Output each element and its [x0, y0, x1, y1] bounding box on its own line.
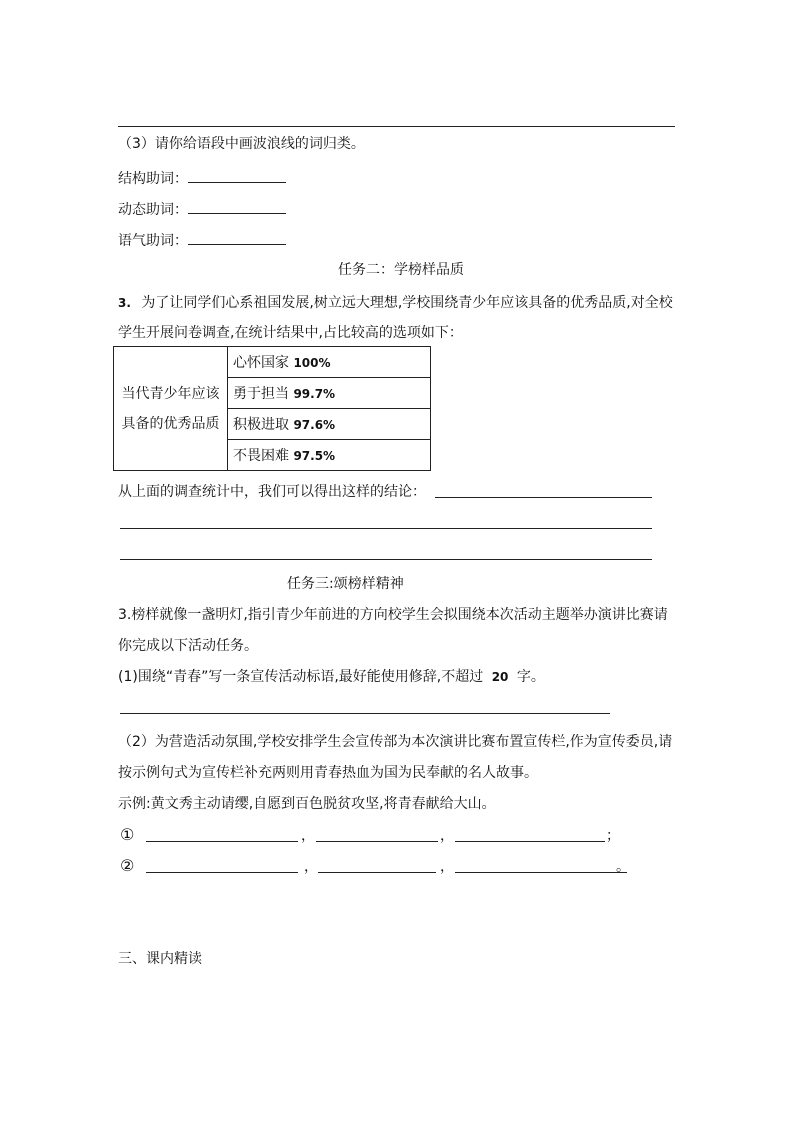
circle-number-1: ①: [120, 825, 135, 844]
answer-line[interactable]: [120, 559, 652, 560]
question-text: 为了让同学们心系祖国发展,树立远大理想,学校围绕青少年应该具备的优秀品质,对全校: [141, 295, 673, 311]
subquestion-suffix: 字。: [516, 669, 545, 685]
answer-blank[interactable]: [188, 168, 286, 183]
subquestion-1: [118, 668, 545, 686]
answer-line[interactable]: [120, 528, 652, 529]
answer-blank[interactable]: [188, 199, 286, 214]
option-value: 99.7%: [293, 387, 336, 401]
circle-number-2: ②: [120, 856, 135, 875]
section-3-heading: 三、课内精读: [118, 951, 202, 967]
option-label: 勇于担当: [233, 386, 289, 402]
option-value: 100%: [293, 356, 331, 370]
task2-heading: 任务二：学榜样品质: [338, 262, 464, 278]
story-answer-line[interactable]: [146, 841, 298, 842]
table-option-cell: [228, 347, 431, 378]
survey-table: [113, 346, 431, 471]
example-sentence: 示例:黄文秀主动请缨,自愿到百色脱贫攻坚,将青春献给大山。: [118, 796, 496, 812]
story-answer-line[interactable]: [316, 841, 438, 842]
table-left-header: [114, 347, 228, 471]
task3-question-line2: 你完成以下活动任务。: [118, 638, 258, 654]
task2-question-line1: [118, 294, 673, 312]
table-option-cell: [228, 378, 431, 409]
subquestion-2-line1: （2）为营造活动氛围,学校安排学生会宣传部为本次演讲比赛布置宣传栏,作为宣传委员,请: [118, 734, 673, 750]
header-rule: [118, 126, 675, 127]
semicolon: ；: [606, 828, 620, 844]
option-value: 97.6%: [293, 418, 336, 432]
subquestion-2-line2: 按示例句式为宣传栏补充两则用青春热血为国为民奉献的名人故事。: [118, 765, 538, 781]
comma: ，: [440, 859, 454, 875]
option-label: 积极进取: [233, 417, 289, 433]
period: 。: [616, 859, 630, 875]
table-left-line: 具备的优秀品质: [121, 415, 220, 432]
subquestion-text: (1)围绕“青春”写一条宣传活动标语,最好能使用修辞,不超过: [118, 669, 484, 685]
answer-blank[interactable]: [188, 230, 286, 245]
table-option-cell: [228, 440, 431, 471]
table-left-line: 当代青少年应该: [121, 385, 220, 402]
category-structural: [118, 168, 286, 188]
story-answer-line[interactable]: [455, 872, 627, 873]
question-3-title: （3）请你给语段中画波浪线的词归类。: [118, 136, 365, 152]
conclusion-label: 从上面的调查统计中，我们可以得出这样的结论：: [118, 484, 426, 500]
category-modal: [118, 230, 286, 250]
category-label: 动态助词：: [118, 202, 188, 218]
table-option-cell: [228, 409, 431, 440]
category-aspectual: [118, 199, 286, 219]
comma: ，: [304, 859, 318, 875]
question-number: 3.: [118, 296, 131, 310]
option-label: 心怀国家: [233, 355, 289, 371]
task3-heading: 任务三:颂榜样精神: [287, 576, 404, 592]
answer-line[interactable]: [435, 497, 652, 498]
category-label: 语气助词：: [118, 233, 188, 249]
story-answer-line[interactable]: [146, 872, 298, 873]
word-limit-number: 20: [491, 670, 509, 684]
story-answer-line[interactable]: [455, 841, 605, 842]
task2-question-line2: 学生开展问卷调查,在统计结果中,占比较高的选项如下：: [118, 325, 463, 341]
story-answer-line[interactable]: [318, 872, 436, 873]
task3-question-line1: 3.榜样就像一盏明灯,指引青少年前进的方向校学生会拟围绕本次活动主题举办演讲比赛请: [118, 607, 668, 623]
comma: ，: [301, 828, 315, 844]
category-label: 结构助词：: [118, 171, 188, 187]
conclusion-prompt: [118, 483, 426, 501]
comma: ，: [440, 828, 454, 844]
option-label: 不畏困难: [233, 448, 289, 464]
slogan-answer-line[interactable]: [120, 713, 610, 714]
option-value: 97.5%: [293, 449, 336, 463]
